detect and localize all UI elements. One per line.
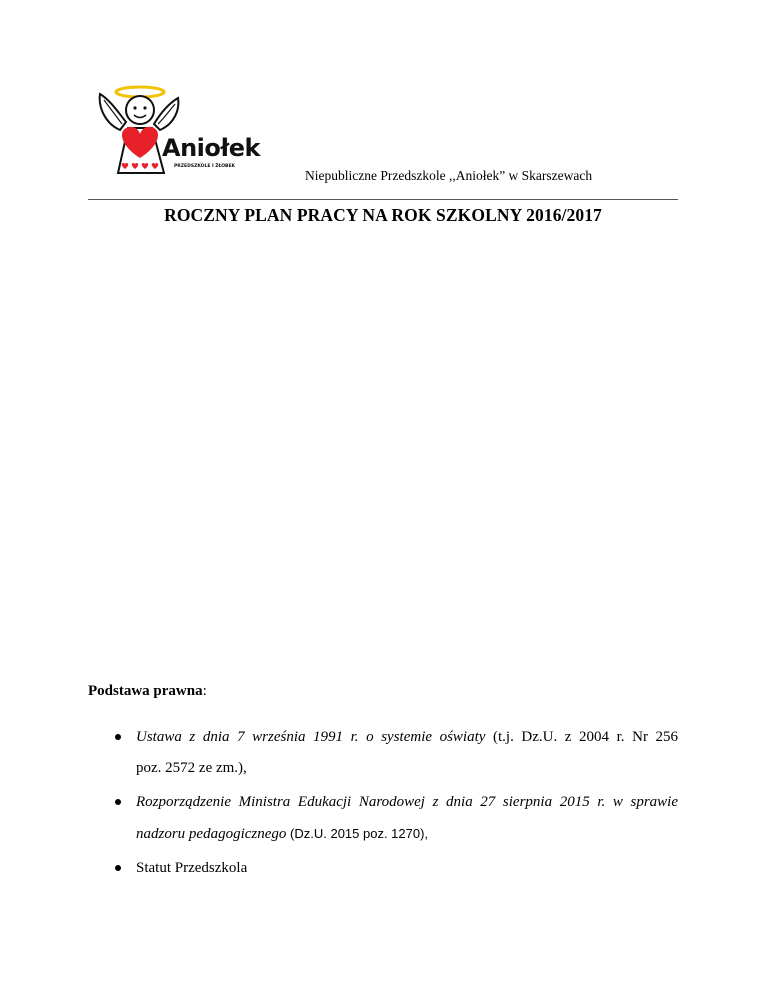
logo-brand-text: Aniołek [162,134,261,162]
institution-name: Niepubliczne Przedszkole ,,Aniołek” w Skarszewach [305,168,593,183]
statute-text: Statut Przedszkola [136,860,248,876]
bullet-icon [115,865,121,871]
aniolek-logo [88,78,261,190]
regulation-citation: (Dz.U. 2015 poz. 1270), [286,826,429,841]
list-item [88,722,678,784]
legal-basis-list [88,722,678,887]
header-divider [88,199,678,200]
list-item-line [136,722,678,753]
regulation-title: Rozporządzenie Ministra Edukacji Narodowej z dnia 27 sierpnia 2015 r. w sprawie [136,794,678,810]
act-citation: (t.j. Dz.U. z 2004 r. Nr 256 [485,729,679,745]
act-title: Ustawa z dnia 7 września 1991 r. o systemie oświaty [136,729,486,745]
list-item-line [136,818,678,850]
list-item [88,853,678,884]
bullet-icon [115,799,121,805]
regulation-title-cont: nadzoru pedagogicznego [136,826,287,842]
document-title: ROCZNY PLAN PRACY NA ROK SZKOLNY 2016/2017 [164,205,602,225]
legal-basis-heading [88,683,207,700]
legal-basis-heading-text: Podstawa prawna [88,683,203,699]
list-item-line: poz. 2572 ze zm.), [136,760,247,776]
list-item [88,787,678,850]
bullet-icon [115,734,121,740]
legal-basis-heading-colon: : [202,683,207,699]
logo-brand-subtext: PRZEDSZKOLE I ŻŁOBEK [174,164,236,169]
